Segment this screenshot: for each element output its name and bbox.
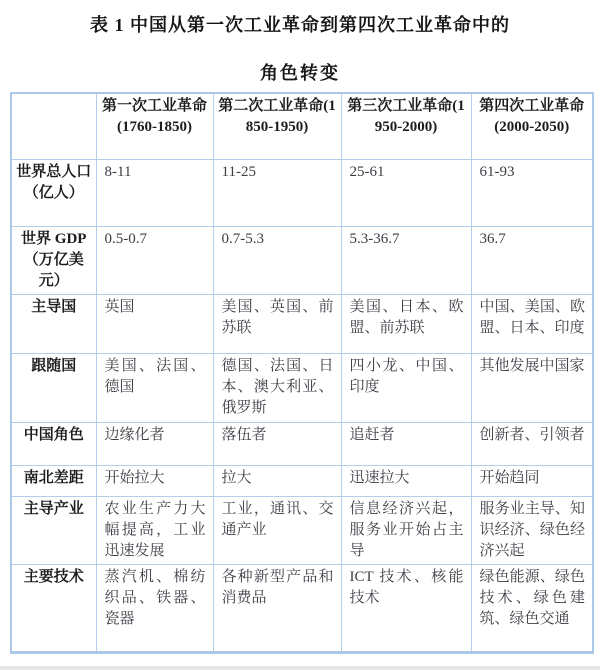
table-cell: 信息经济兴起，服务业开始占主导: [341, 496, 471, 564]
table-cell: 美国、法国、德国: [96, 353, 213, 422]
header-cell-fourth-revolution: 第四次工业革命(2000-2050): [471, 93, 593, 159]
table-cell: 其他发展中国家: [471, 353, 593, 422]
table-cell: 边缘化者: [96, 422, 213, 465]
header-cell-first-revolution: 第一次工业革命(1760-1850): [96, 93, 213, 159]
table-row-key-technologies: [11, 564, 593, 652]
header-row: [11, 93, 593, 159]
table-caption-line1: 表 1 中国从第一次工业革命到第四次工业革命中的: [90, 15, 510, 35]
table-cell: 8-11: [96, 159, 213, 226]
table-cell: 四小龙、中国、印度: [341, 353, 471, 422]
table-cell: 服务业主导、知识经济、绿色经济兴起: [471, 496, 593, 564]
table-row-leading-industries: [11, 496, 593, 564]
row-label-leading-countries: 主导国: [11, 294, 96, 353]
table-cell: 开始趋同: [471, 465, 593, 496]
row-label-china-role: 中国角色: [11, 422, 96, 465]
table-cell: 美国、英国、前苏联: [213, 294, 341, 353]
table-row-china-role: [11, 422, 593, 465]
table-cell: 迅速拉大: [341, 465, 471, 496]
table-cell: 拉大: [213, 465, 341, 496]
row-label-world-gdp: 世界 GDP（万亿美元）: [11, 226, 96, 294]
table-cell: 11-25: [213, 159, 341, 226]
header-cell-second-revolution: 第二次工业革命(1850-1950): [213, 93, 341, 159]
table-cell: 落伍者: [213, 422, 341, 465]
table-cell: 中国、美国、欧盟、日本、印度: [471, 294, 593, 353]
table-cell: 英国: [96, 294, 213, 353]
table-cell: 蒸汽机、棉纺织品、铁器、瓷器: [96, 564, 213, 652]
document-page: [0, 12, 600, 670]
table-cell: 0.5-0.7: [96, 226, 213, 294]
table-cell: 工业，通讯、交通产业: [213, 496, 341, 564]
table-cell: 绿色能源、绿色技术、绿色建筑、绿色交通: [471, 564, 593, 652]
page-bottom-shadow: [0, 666, 600, 670]
table-cell: 25-61: [341, 159, 471, 226]
table-cell: 美国、日本、欧盟、前苏联: [341, 294, 471, 353]
table-cell: 农业生产力大幅提高，工业迅速发展: [96, 496, 213, 564]
table-cell: 61-93: [471, 159, 593, 226]
table-cell: 各种新型产品和消费品: [213, 564, 341, 652]
table-row-world-gdp: [11, 226, 593, 294]
header-cell-third-revolution: 第三次工业革命(1950-2000): [341, 93, 471, 159]
table-row-follower-countries: [11, 353, 593, 422]
table-cell: ICT 技术、核能技术: [341, 564, 471, 652]
row-label-north-south-gap: 南北差距: [11, 465, 96, 496]
table-row-north-south-gap: [11, 465, 593, 496]
table-row-leading-countries: [11, 294, 593, 353]
table-cell: 开始拉大: [96, 465, 213, 496]
table-cell: 追赶者: [341, 422, 471, 465]
row-label-leading-industries: 主导产业: [11, 496, 96, 564]
table-cell: 0.7-5.3: [213, 226, 341, 294]
table-cell: 36.7: [471, 226, 593, 294]
table-row-world-population: [11, 159, 593, 226]
table-cell: 创新者、引领者: [471, 422, 593, 465]
table-cell: 德国、法国、日本、澳大利亚、俄罗斯: [213, 353, 341, 422]
industrial-revolutions-table: [10, 92, 594, 654]
row-label-key-technologies: 主要技术: [11, 564, 96, 652]
row-label-world-population: 世界总人口（亿人）: [11, 159, 96, 226]
corner-cell: [11, 93, 96, 159]
row-label-follower-countries: 跟随国: [11, 353, 96, 422]
table-caption-line2: 角色转变: [260, 63, 340, 83]
table-cell: 5.3-36.7: [341, 226, 471, 294]
